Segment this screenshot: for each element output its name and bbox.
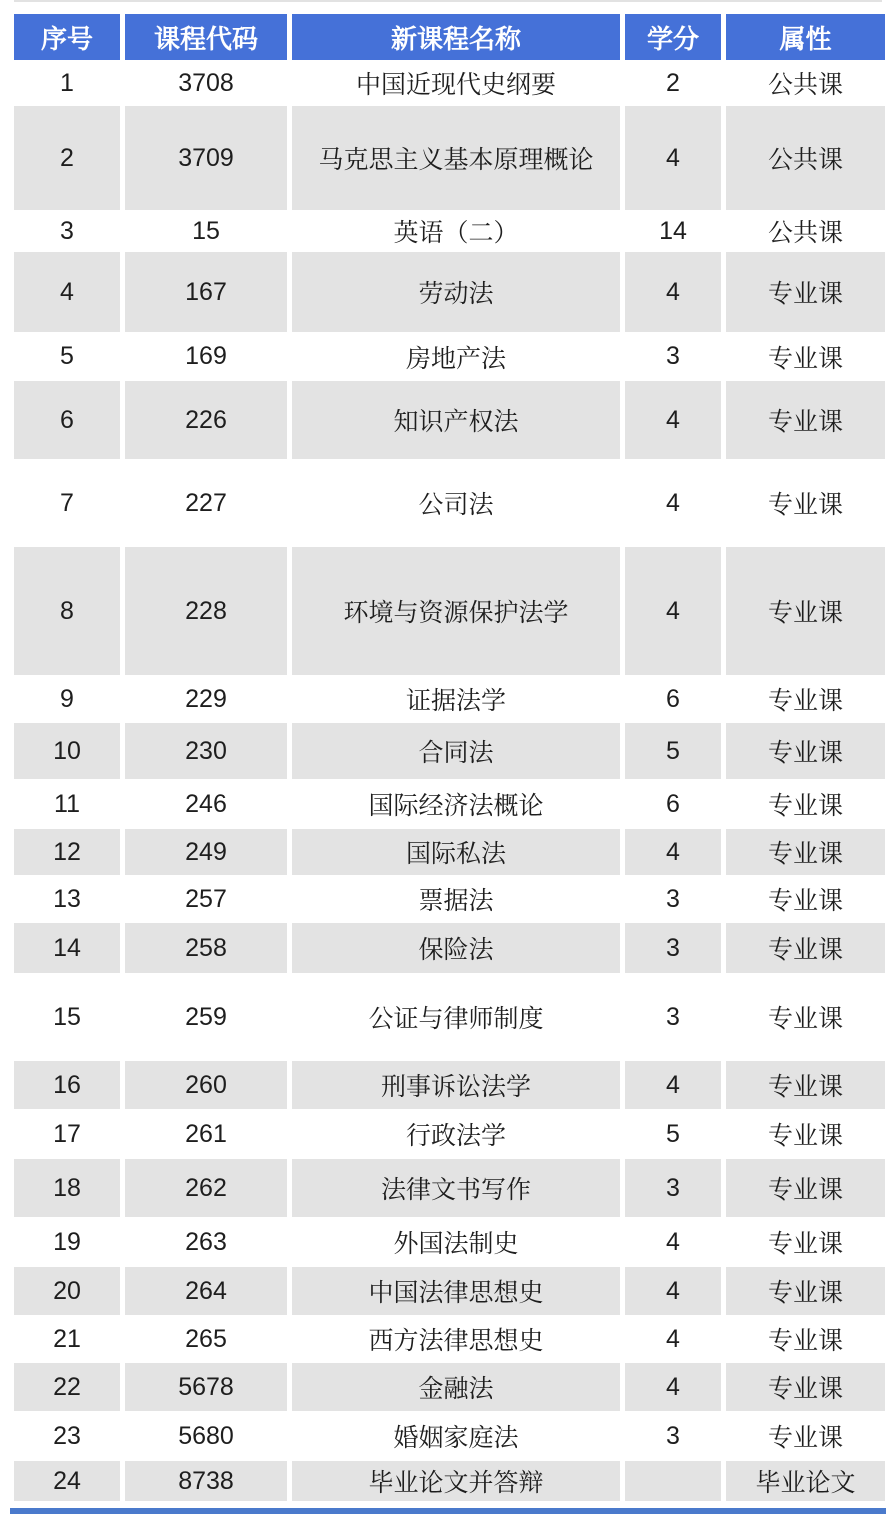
table-row	[14, 1315, 885, 1363]
cell-attr: 专业课	[726, 829, 885, 875]
cell-attr: 专业课	[726, 1159, 885, 1217]
table-row	[14, 675, 885, 723]
cell-name: 金融法	[292, 1363, 620, 1411]
cell-code: 264	[125, 1267, 287, 1315]
cell-code: 169	[185, 342, 227, 370]
cell-name: 劳动法	[292, 252, 620, 332]
table-row	[14, 1267, 885, 1315]
cell-code: 5680	[178, 1421, 234, 1450]
cell-no: 13	[53, 884, 81, 913]
cell-credits: 3	[625, 1159, 721, 1217]
cell-no: 23	[53, 1421, 81, 1450]
cell-name: 国际私法	[292, 829, 620, 875]
cell-credits: 4	[666, 1324, 680, 1353]
table-row	[14, 829, 885, 875]
table-row	[14, 973, 885, 1061]
cell-no: 2	[14, 106, 120, 210]
cell-name: 知识产权法	[292, 381, 620, 459]
cell-code: 3709	[125, 106, 287, 210]
table-row	[14, 1217, 885, 1267]
cell-code: 261	[185, 1119, 227, 1148]
cell-name: 外国法制史	[393, 1230, 519, 1258]
cell-code: 230	[125, 723, 287, 779]
cell-name: 婚姻家庭法	[393, 1424, 519, 1452]
column-header-credits: 学分	[625, 14, 721, 60]
cell-attr: 专业课	[726, 1363, 885, 1411]
cell-name: 法律文书写作	[292, 1159, 620, 1217]
cell-code: 228	[125, 547, 287, 675]
table-header	[14, 14, 885, 60]
cell-no: 7	[60, 488, 74, 517]
cell-name: 中国法律思想史	[292, 1267, 620, 1315]
table-row	[14, 459, 885, 547]
cell-attr: 专业课	[767, 1122, 843, 1150]
header-row	[14, 14, 885, 60]
cell-credits: 4	[625, 106, 721, 210]
cell-credits: 6	[666, 684, 680, 713]
cell-no: 8	[14, 547, 120, 675]
table-row	[14, 252, 885, 332]
course-table	[9, 14, 890, 1501]
cell-attr: 专业课	[726, 381, 885, 459]
cell-no: 4	[14, 252, 120, 332]
cell-no: 10	[14, 723, 120, 779]
cell-credits: 4	[625, 1363, 721, 1411]
cell-attr: 专业课	[767, 1424, 843, 1452]
cell-no: 9	[60, 684, 74, 713]
cell-code: 262	[125, 1159, 287, 1217]
cell-name: 英语（二）	[393, 219, 519, 247]
cell-attr: 专业课	[767, 687, 843, 715]
table-row	[14, 60, 885, 106]
cell-credits: 14	[659, 216, 687, 245]
cell-name: 毕业论文并答辩	[292, 1461, 620, 1501]
cell-credits: 5	[666, 1119, 680, 1148]
cell-no: 12	[14, 829, 120, 875]
cell-attr: 专业课	[767, 792, 843, 820]
table-row	[14, 779, 885, 829]
cell-credits: 5	[625, 723, 721, 779]
cell-name: 房地产法	[405, 344, 506, 373]
cell-no: 14	[14, 923, 120, 973]
cell-code: 249	[125, 829, 287, 875]
table-row	[14, 723, 885, 779]
cell-no: 11	[54, 789, 80, 818]
table-row	[14, 1159, 885, 1217]
cell-name: 保险法	[292, 923, 620, 973]
cell-no: 6	[14, 381, 120, 459]
cell-no: 16	[14, 1061, 120, 1109]
cell-name: 国际经济法概论	[368, 792, 544, 820]
cell-attr: 专业课	[767, 887, 843, 915]
cell-code: 257	[185, 884, 227, 913]
cell-credits: 3	[625, 923, 721, 973]
cell-code: 8738	[125, 1461, 287, 1501]
cell-no: 24	[14, 1461, 120, 1501]
cell-code: 246	[185, 789, 227, 818]
cell-name: 中国近现代史纲要	[355, 71, 556, 99]
cell-attr: 毕业论文	[726, 1461, 885, 1501]
cell-attr: 专业课	[767, 1230, 843, 1258]
cell-no: 19	[53, 1227, 81, 1256]
cell-code: 227	[185, 488, 227, 517]
cell-attr: 公共课	[767, 71, 843, 99]
top-edge-remnant	[14, 0, 882, 2]
table-row	[14, 1061, 885, 1109]
cell-name: 行政法学	[405, 1122, 506, 1150]
cell-name: 刑事诉讼法学	[292, 1061, 620, 1109]
cell-credits: 4	[625, 547, 721, 675]
cell-name: 西方法律思想史	[368, 1327, 544, 1355]
table-row	[14, 1363, 885, 1411]
cell-credits: 4	[666, 488, 680, 517]
cell-attr: 专业课	[767, 1327, 843, 1355]
cell-credits: 3	[666, 1421, 680, 1450]
cell-code: 167	[125, 252, 287, 332]
table-row	[14, 1109, 885, 1159]
table-body	[14, 60, 885, 1501]
cell-code: 260	[125, 1061, 287, 1109]
cell-credits: 4	[625, 1267, 721, 1315]
column-header-no: 序号	[14, 14, 120, 60]
cell-attr: 专业课	[726, 252, 885, 332]
cell-code: 258	[125, 923, 287, 973]
cell-credits: 4	[625, 829, 721, 875]
table-row	[14, 875, 885, 923]
cell-attr: 专业课	[726, 1061, 885, 1109]
cell-code: 3708	[178, 68, 234, 97]
cell-no: 18	[14, 1159, 120, 1217]
cell-credits	[625, 1461, 721, 1501]
column-header-attr: 属性	[726, 14, 885, 60]
cell-credits: 4	[625, 1061, 721, 1109]
cell-name: 马克思主义基本原理概论	[292, 106, 620, 210]
cell-no: 22	[14, 1363, 120, 1411]
bottom-blue-rule	[10, 1508, 886, 1514]
cell-name: 证据法学	[405, 687, 506, 715]
column-header-code: 课程代码	[125, 14, 287, 60]
cell-name: 票据法	[418, 887, 494, 915]
cell-credits: 3	[666, 1002, 680, 1031]
cell-code: 263	[185, 1227, 227, 1256]
cell-no: 1	[60, 68, 74, 97]
cell-attr: 专业课	[726, 923, 885, 973]
cell-code: 265	[185, 1324, 227, 1353]
cell-name: 公证与律师制度	[368, 1005, 544, 1033]
cell-attr: 专业课	[767, 1005, 843, 1033]
cell-no: 3	[60, 216, 74, 245]
cell-no: 15	[53, 1002, 81, 1031]
table-row	[14, 332, 885, 381]
table-row	[14, 106, 885, 210]
cell-credits: 3	[666, 342, 680, 370]
column-header-name: 新课程名称	[292, 14, 620, 60]
cell-credits: 4	[625, 381, 721, 459]
cell-attr: 公共课	[726, 106, 885, 210]
table-row	[14, 547, 885, 675]
cell-credits: 2	[666, 68, 680, 97]
cell-code: 229	[185, 684, 227, 713]
cell-no: 20	[14, 1267, 120, 1315]
cell-code: 259	[185, 1002, 227, 1031]
cell-credits: 4	[666, 1227, 680, 1256]
cell-attr: 专业课	[726, 1267, 885, 1315]
table-row	[14, 1461, 885, 1501]
cell-attr: 公共课	[767, 219, 843, 247]
cell-code: 226	[125, 381, 287, 459]
table-row	[14, 1411, 885, 1461]
cell-attr: 专业课	[726, 723, 885, 779]
cell-credits: 6	[666, 789, 680, 818]
cell-attr: 专业课	[726, 547, 885, 675]
cell-attr: 专业课	[767, 344, 843, 373]
cell-name: 公司法	[418, 491, 494, 519]
cell-no: 17	[53, 1119, 81, 1148]
cell-code: 15	[192, 216, 220, 245]
table-row	[14, 210, 885, 252]
table-row	[14, 381, 885, 459]
cell-no: 5	[60, 342, 74, 370]
cell-name: 合同法	[292, 723, 620, 779]
table-row	[14, 923, 885, 973]
cell-credits: 3	[666, 884, 680, 913]
cell-credits: 4	[625, 252, 721, 332]
cell-no: 21	[53, 1324, 81, 1353]
cell-code: 5678	[125, 1363, 287, 1411]
cell-attr: 专业课	[767, 491, 843, 519]
cell-name: 环境与资源保护法学	[292, 547, 620, 675]
